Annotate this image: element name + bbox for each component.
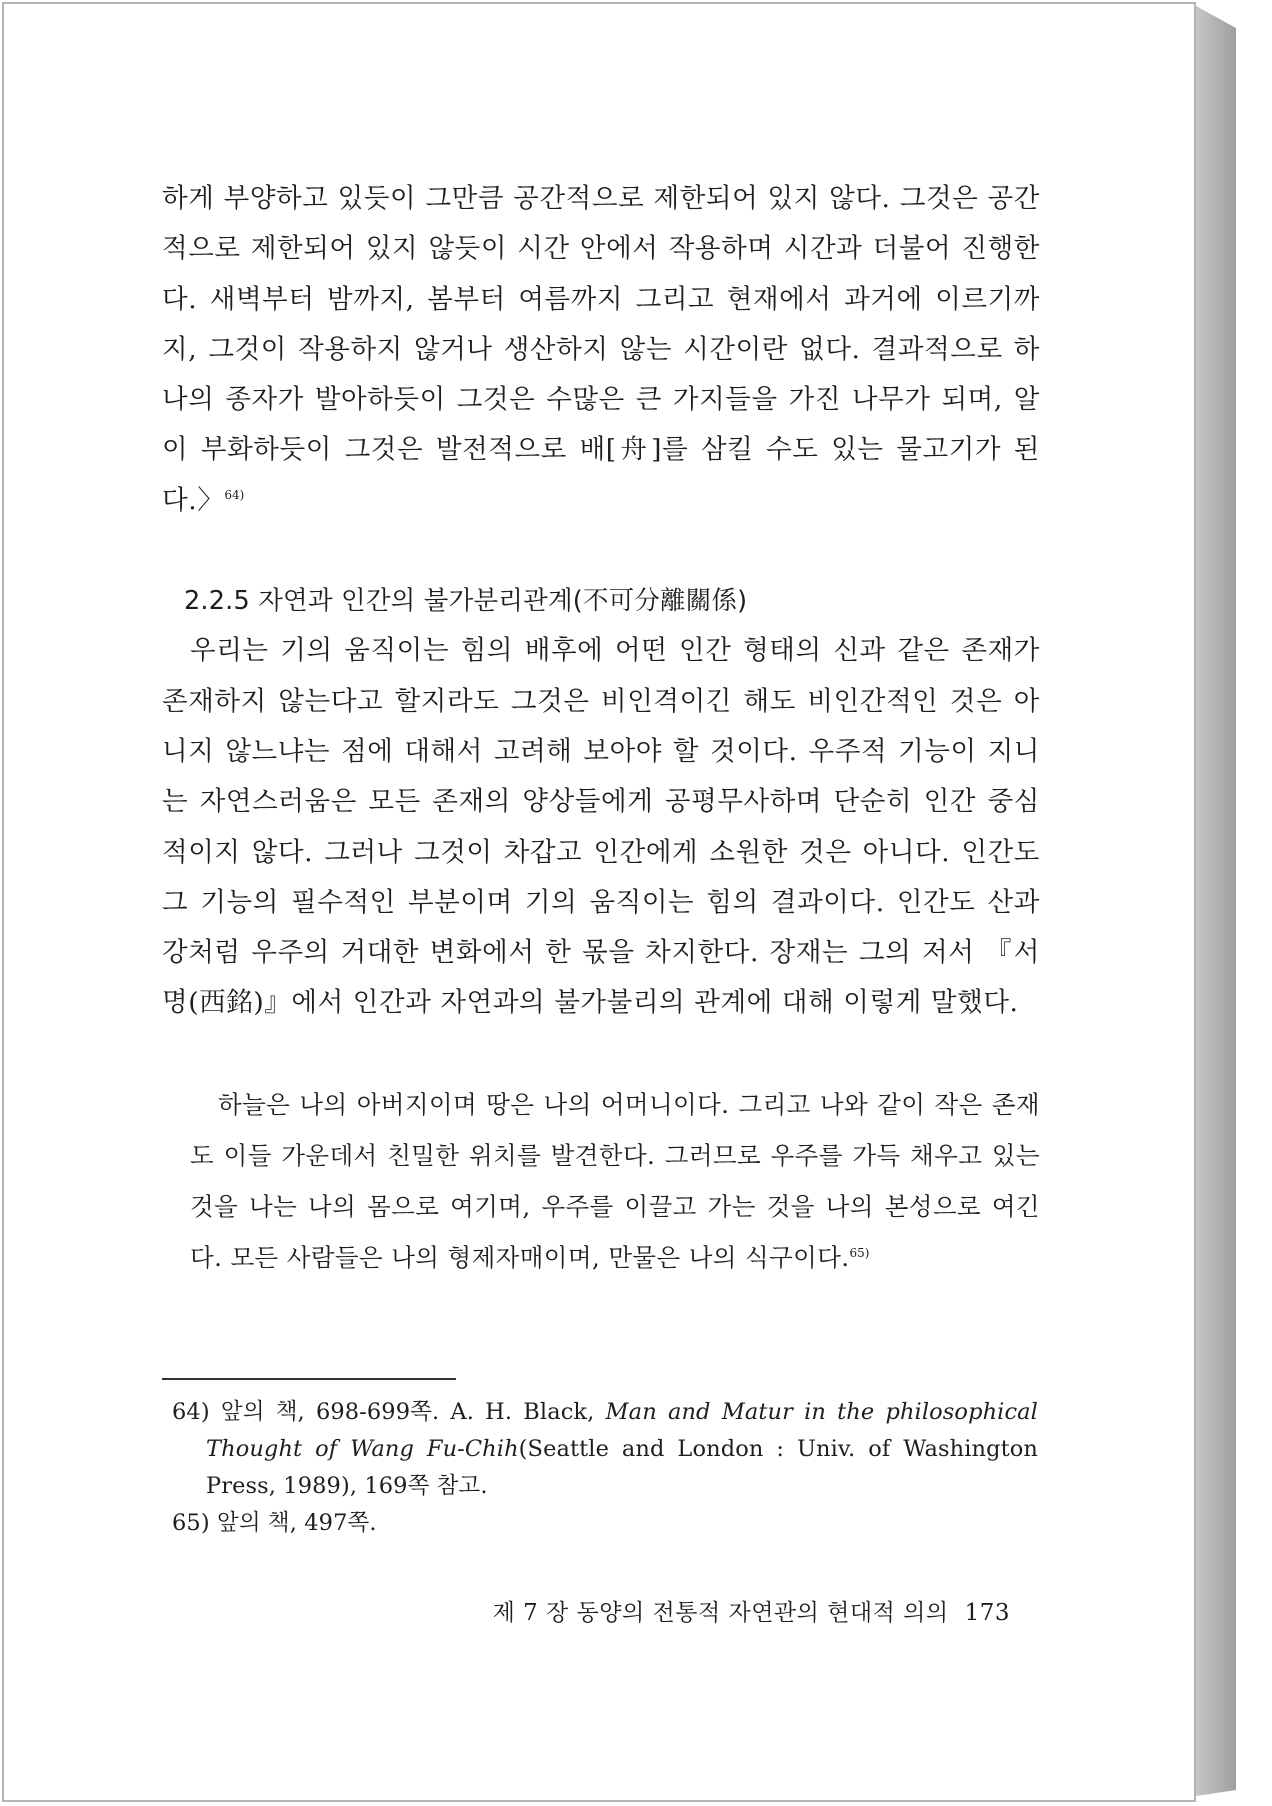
running-footer [493,1594,1010,1627]
block-quote [162,1079,1040,1283]
footnote-text: 앞의 책, 698-699쪽. A. H. Black, [220,1399,606,1425]
footnotes [172,1394,1038,1542]
paragraph: 우리는 기의 움직이는 힘의 배후에 어떤 인간 형태의 신과 같은 존재가 존재하지 않는다고 할지라도 그것은 비인격이긴 해도 비인간적인 것은 아니지 않느냐는 점에 대해서 고려해 보아야 할 것이다. 우주적 기능이 지니는 자연스러움은 모든 존재의 양상들에게 공평무사하며 단순히 인간 중심적이지 않다. 그러나 그것이 차갑고 인간에게 소원한 것은 아니다. 인간도 그 기능의 필수적인 부분이며 기의 움직이는 힘의 결과이다. 인간도 산과 강처럼 우주의 거대한 변화에서 한 몫을 차지한다. 장재는 그의 저서 『서명(西銘)』에서 인간과 자연과의 불가불리의 관계에 대해 이렇게 말했다. [162,635,1040,1019]
footnote-number: 64) [172,1399,210,1425]
section-heading: 2.2.5 자연과 인간의 불가분리관계(不可分離關係) [184,586,748,617]
footnote-65 [172,1505,1038,1542]
footnote-divider [162,1378,456,1380]
page-number: 173 [964,1600,1010,1626]
paragraph-text: 하게 부양하고 있듯이 그만큼 공간적으로 제한되어 있지 않다. 그것은 공간적으로 제한되어 있지 않듯이 시간 안에서 작용하며 시간과 더불어 진행한다. 새벽부터 밤까지, 봄부터 여름까지 그리고 현재에서 과거에 이르기까지, 그것이 작용하지 않거나 생산하지 않는 시간이란 없다. 결과적으로 하나의 종자가 발아하듯이 그것은 수많은 큰 가지들을 가진 나무가 되며, 알이 부화하듯이 그것은 발전적으로 배[舟]를 삼킬 수도 있는 물고기가 된다.〉 [162,183,1040,516]
body-text [162,174,1040,1283]
footnote-text: 앞의 책, 497쪽. [216,1510,377,1536]
chapter-title: 제 7 장 동양의 전통적 자연관의 현대적 의의 [492,1600,949,1626]
page-edge-shadow [1196,6,1236,1796]
footnote-book-title: Man and Matur in the philosophical Thought of Wang Fu-Chih [206,1399,1038,1462]
footnote-text: (Seattle and London : Univ. of Washington Press, 1989), 169쪽 참고. [206,1436,1038,1499]
quote-text: 하늘은 나의 아버지이며 땅은 나의 어머니이다. 그리고 나와 같이 작은 존재도 이들 가운데서 친밀한 위치를 발견한다. 그러므로 우주를 가득 채우고 있는 것을 나는 나의 몸으로 여기며, 우주를 이끌고 가는 것을 나의 본성으로 여긴다. 모든 사람들은 나의 형제자매이며, 만물은 나의 식구이다. [190,1089,1040,1272]
footnote-reference[interactable]: 65) [849,1245,870,1260]
footnote-reference[interactable]: 64) [224,487,245,502]
footnote-number: 65) [172,1510,210,1536]
footnote-64 [172,1394,1038,1505]
paragraph [162,174,1040,526]
